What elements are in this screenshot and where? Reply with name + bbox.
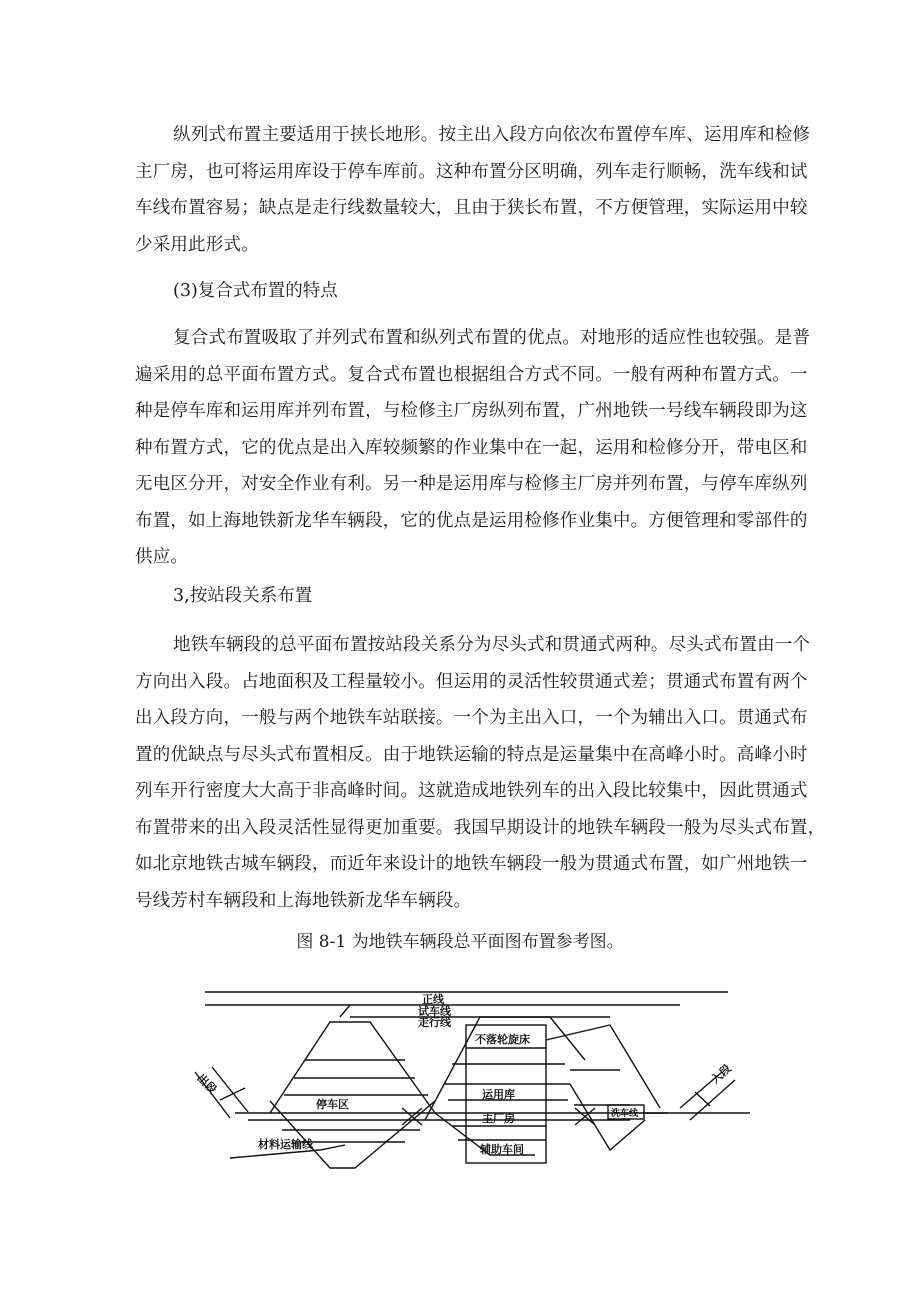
label-auxiliary-workshop: 辅助车间 [480,1143,524,1156]
text-line: 种布置方式，它的优点是出入库较频繁的作业集中在一起，运用和检修分开，带电区和 [135,437,808,458]
label-main-workshop: 主厂房 [482,1112,515,1125]
text-line: 遍采用的总平面布置方式。复合式布置也根据组合方式不同。一般有两种布置方式。一 [135,364,808,385]
label-wash-line: 洗车线 [611,1109,639,1119]
text-line: 供应。 [135,547,189,567]
label-operation-depot: 运用库 [482,1088,515,1101]
text-line: 方向出入段。占地面积及工程量较小。但运用的灵活性较贯通式差；贯通式布置有两个 [135,671,808,692]
text-line: 种是停车库和运用库并列布置，与检修主厂房纵列布置，广州地铁一号线车辆段即为这 [135,401,808,421]
text-line: 复合式布置吸取了并列式布置和纵列式布置的优点。对地形的适应性也较强。是普 [173,328,811,348]
label-material-line: 材料运输线 [258,1138,313,1151]
section-heading-station-relation: 3,按站段关系布置 [173,586,313,606]
paragraph-station-relation [135,627,826,919]
text-line: 少采用此形式。 [135,234,259,255]
text-line: 无电区分开，对安全作业有利。另一种是运用库与检修主厂房并列布置，与停车库纵列 [135,474,808,494]
section-heading-composite: (3)复合式布置的特点 [173,281,338,301]
text-line: 列车开行密度大大高于非高峰时间。这就造成地铁列车的出入段比较集中，因此贯通式 [135,781,808,801]
label-test-line: 试车线 [418,1005,451,1018]
text-line: 车线布置容易；缺点是走行线数量较大，且由于狭长布置，不方便管理，实际运用中较 [135,198,808,218]
text-line: 置的优缺点与尽头式布置相反。由于地铁运输的特点是运量集中在高峰小时。高峰小时 [135,744,808,765]
text-line: 地铁车辆段的总平面布置按站段关系分为尽头式和贯通式两种。尽头式布置由一个 [173,635,811,655]
figure-caption: 图 8-1 为地铁车辆段总平面图布置参考图。 [296,932,624,952]
label-entry: 入段 [708,1061,734,1087]
label-main-line: 正线 [422,993,444,1006]
text-line: 布置带来的出入段灵活性显得更加重要。我国早期设计的地铁车辆段一般为尽头式布置， [135,817,826,838]
text-line: 如北京地铁古城车辆段，而近年来设计的地铁车辆段一般为贯通式布置，如广州地铁一 [135,854,808,874]
label-exit: 出段 [194,1071,220,1097]
text-line: 号线芳村车辆段和上海地铁新龙华车辆段。 [135,890,472,911]
text-line: 出入段方向，一般与两个地铁车站联接。一个为主出入口，一个为辅出入口。贯通式布 [135,708,808,728]
paragraph-composite-layout [135,320,811,576]
text-line: 纵列式布置主要适用于挟长地形。按主出入段方向依次布置停车库、运用库和检修 [173,125,811,145]
text-line: 布置，如上海地铁新龙华车辆段，它的优点是运用检修作业集中。方便管理和零部件的 [135,510,808,531]
label-parking-area: 停车区 [316,1098,349,1111]
paragraph-longitudinal-layout [135,117,811,263]
depot-layout-diagram [190,980,750,1170]
text-line: 主厂房，也可将运用库设于停车库前。这种布置分区明确，列车走行顺畅，洗车线和试 [135,161,808,182]
label-running-line: 走行线 [418,1016,451,1029]
label-no-drop-lathe: 不落轮旋床 [475,1033,530,1046]
